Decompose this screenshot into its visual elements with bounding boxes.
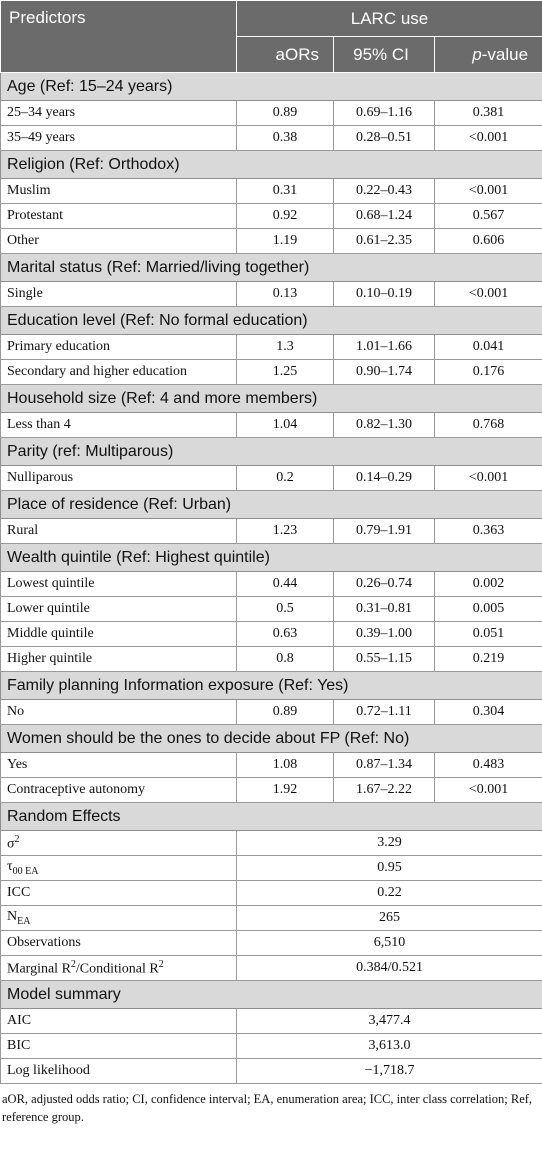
section-row — [1, 491, 542, 519]
section-row — [1, 981, 542, 1009]
section-title: Parity (ref: Multiparous) — [1, 438, 542, 466]
section-title: Women should be the ones to decide about FP (Ref: No) — [1, 725, 542, 753]
p-value: 0.363 — [435, 519, 542, 544]
ci-value: 0.55–1.15 — [334, 647, 435, 672]
table-row — [1, 179, 542, 204]
model-summary-label: Log likelihood — [1, 1059, 237, 1084]
label-text: Observations — [7, 935, 81, 950]
aor-value: 0.2 — [237, 466, 334, 491]
aor-value: 1.04 — [237, 413, 334, 438]
section-row — [1, 307, 542, 335]
random-effect-row — [1, 881, 542, 906]
ci-value: 1.67–2.22 — [334, 778, 435, 803]
model-summary-row — [1, 1034, 542, 1059]
predictor-label: Other — [1, 229, 237, 254]
aor-value: 0.89 — [237, 101, 334, 126]
aor-value: 0.13 — [237, 282, 334, 307]
ci-value: 0.90–1.74 — [334, 360, 435, 385]
random-effect-label — [1, 906, 237, 931]
predictor-label: Lower quintile — [1, 597, 237, 622]
aor-value: 0.38 — [237, 126, 334, 151]
section-title: Place of residence (Ref: Urban) — [1, 491, 542, 519]
section-row — [1, 254, 542, 282]
table-row — [1, 126, 542, 151]
section-row — [1, 385, 542, 413]
aor-value: 0.44 — [237, 572, 334, 597]
table-row — [1, 647, 542, 672]
p-value: 0.051 — [435, 622, 542, 647]
aor-value: 0.31 — [237, 179, 334, 204]
p-value: <0.001 — [435, 282, 542, 307]
section-row — [1, 725, 542, 753]
p-italic: p — [472, 44, 482, 64]
model-summary-row — [1, 1009, 542, 1034]
table-row — [1, 597, 542, 622]
section-title: Education level (Ref: No formal education) — [1, 307, 542, 335]
model-summary-value: −1,718.7 — [237, 1059, 542, 1084]
label-suffix-superscript: 2 — [158, 958, 164, 970]
label-suffix: /Conditional R — [75, 961, 159, 977]
table-row — [1, 700, 542, 725]
section-title: Household size (Ref: 4 and more members) — [1, 385, 542, 413]
p-value: <0.001 — [435, 466, 542, 491]
ci-value: 0.82–1.30 — [334, 413, 435, 438]
aor-value: 1.92 — [237, 778, 334, 803]
predictor-label: Lowest quintile — [1, 572, 237, 597]
section-title: Wealth quintile (Ref: Highest quintile) — [1, 544, 542, 572]
table-row — [1, 572, 542, 597]
predictor-label: Middle quintile — [1, 622, 237, 647]
random-effect-value: 0.95 — [237, 856, 542, 881]
table-row — [1, 778, 542, 803]
p-suffix: -value — [481, 44, 529, 64]
predictor-label: 25–34 years — [1, 101, 237, 126]
random-effect-row — [1, 831, 542, 856]
ci-value: 0.14–0.29 — [334, 466, 435, 491]
label-superscript: 2 — [70, 958, 76, 970]
random-effect-label — [1, 956, 237, 981]
table-row — [1, 204, 542, 229]
aor-value: 0.89 — [237, 700, 334, 725]
ci-value: 0.68–1.24 — [334, 204, 435, 229]
p-value: 0.567 — [435, 204, 542, 229]
random-effect-row — [1, 856, 542, 881]
table-row — [1, 335, 542, 360]
table-row — [1, 282, 542, 307]
ci-value: 0.69–1.16 — [334, 101, 435, 126]
aor-value: 0.63 — [237, 622, 334, 647]
p-value: 0.176 — [435, 360, 542, 385]
p-value-column-header — [435, 37, 542, 73]
random-effect-label — [1, 881, 237, 906]
random-effect-label — [1, 931, 237, 956]
predictor-label: Nulliparous — [1, 466, 237, 491]
predictor-label: Protestant — [1, 204, 237, 229]
label-text: ICC — [7, 885, 31, 900]
random-effect-row — [1, 931, 542, 956]
random-effect-label — [1, 856, 237, 881]
aor-value: 1.3 — [237, 335, 334, 360]
model-summary-label: BIC — [1, 1034, 237, 1059]
random-effect-value: 0.22 — [237, 881, 542, 906]
section-row — [1, 73, 542, 101]
table-row — [1, 519, 542, 544]
aor-value: 1.19 — [237, 229, 334, 254]
larc-use-header: LARC use — [237, 1, 542, 37]
p-value: <0.001 — [435, 126, 542, 151]
ci-value: 0.31–0.81 — [334, 597, 435, 622]
section-title: Random Effects — [1, 803, 542, 831]
ci-value: 0.10–0.19 — [334, 282, 435, 307]
ci-value: 1.01–1.66 — [334, 335, 435, 360]
p-value: 0.381 — [435, 101, 542, 126]
table-row — [1, 622, 542, 647]
section-row — [1, 151, 542, 179]
label-text: Marginal R — [7, 961, 71, 977]
predictor-label: Secondary and higher education — [1, 360, 237, 385]
predictor-label: Higher quintile — [1, 647, 237, 672]
ci-value: 0.22–0.43 — [334, 179, 435, 204]
ci-column-header: 95% CI — [334, 37, 435, 73]
predictor-label: Yes — [1, 753, 237, 778]
table-row — [1, 229, 542, 254]
predictor-label: Contraceptive autonomy — [1, 778, 237, 803]
ci-value: 0.87–1.34 — [334, 753, 435, 778]
p-value: 0.768 — [435, 413, 542, 438]
section-title: Religion (Ref: Orthodox) — [1, 151, 542, 179]
label-superscript: 2 — [14, 833, 20, 845]
label-subscript: 00 EA — [12, 865, 39, 877]
predictor-label: Muslim — [1, 179, 237, 204]
ci-value: 0.61–2.35 — [334, 229, 435, 254]
aor-value: 0.5 — [237, 597, 334, 622]
aor-value: 1.25 — [237, 360, 334, 385]
aor-column-header: aORs — [237, 37, 334, 73]
random-effect-value: 6,510 — [237, 931, 542, 956]
label-text: τ — [7, 859, 13, 875]
aor-value: 1.08 — [237, 753, 334, 778]
random-effect-label — [1, 831, 237, 856]
predictor-label: Primary education — [1, 335, 237, 360]
p-value: 0.219 — [435, 647, 542, 672]
ci-value: 0.72–1.11 — [334, 700, 435, 725]
predictor-label: 35–49 years — [1, 126, 237, 151]
section-row — [1, 544, 542, 572]
p-value: 0.005 — [435, 597, 542, 622]
table-row — [1, 101, 542, 126]
table-row — [1, 413, 542, 438]
section-title: Age (Ref: 15–24 years) — [1, 73, 542, 101]
table-row — [1, 466, 542, 491]
ci-value: 0.28–0.51 — [334, 126, 435, 151]
random-effect-row — [1, 906, 542, 931]
aor-value: 1.23 — [237, 519, 334, 544]
p-value: 0.041 — [435, 335, 542, 360]
label-subscript: EA — [17, 915, 31, 927]
section-row — [1, 803, 542, 831]
section-title: Family planning Information exposure (Ref: Yes) — [1, 672, 542, 700]
predictor-label: Single — [1, 282, 237, 307]
model-summary-value: 3,477.4 — [237, 1009, 542, 1034]
predictor-label: Less than 4 — [1, 413, 237, 438]
table-footnote: aOR, adjusted odds ratio; CI, confidence interval; EA, enumeration area; ICC, inter class correlation; Ref, reference group. — [2, 1092, 533, 1124]
p-value: 0.483 — [435, 753, 542, 778]
section-title: Marital status (Ref: Married/living together) — [1, 254, 542, 282]
label-text: σ — [7, 836, 15, 852]
predictor-label: Rural — [1, 519, 237, 544]
ci-value: 0.26–0.74 — [334, 572, 435, 597]
table-header — [1, 1, 542, 73]
random-effect-value: 3.29 — [237, 831, 542, 856]
p-value: <0.001 — [435, 179, 542, 204]
section-row — [1, 438, 542, 466]
ci-value: 0.39–1.00 — [334, 622, 435, 647]
section-title: Model summary — [1, 981, 542, 1009]
p-value: <0.001 — [435, 778, 542, 803]
random-effect-value: 265 — [237, 906, 542, 931]
predictors-header: Predictors — [1, 1, 237, 73]
section-row — [1, 672, 542, 700]
random-effect-row — [1, 956, 542, 981]
p-value: 0.304 — [435, 700, 542, 725]
table-row — [1, 360, 542, 385]
label-text: N — [7, 909, 18, 925]
table-body — [1, 73, 542, 1084]
model-summary-label: AIC — [1, 1009, 237, 1034]
model-summary-row — [1, 1059, 542, 1084]
aor-value: 0.92 — [237, 204, 334, 229]
random-effect-value: 0.384/0.521 — [237, 956, 542, 981]
aor-value: 0.8 — [237, 647, 334, 672]
table-row — [1, 753, 542, 778]
ci-value: 0.79–1.91 — [334, 519, 435, 544]
p-value: 0.002 — [435, 572, 542, 597]
p-value: 0.606 — [435, 229, 542, 254]
model-summary-value: 3,613.0 — [237, 1034, 542, 1059]
predictor-label: No — [1, 700, 237, 725]
